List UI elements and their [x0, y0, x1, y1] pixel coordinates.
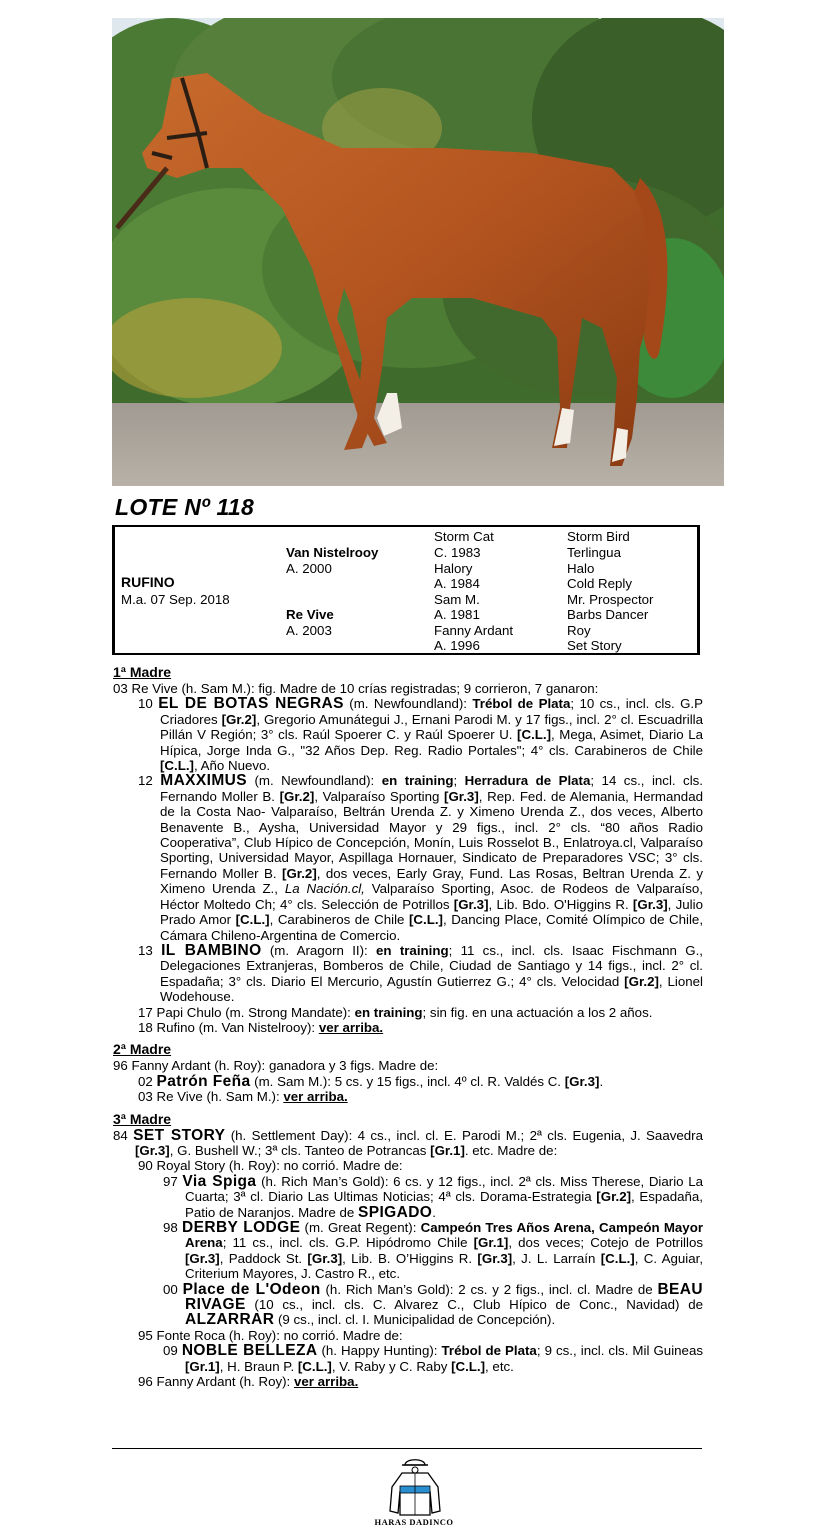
horse-photo — [112, 18, 724, 486]
granddam-2: Fanny Ardant — [434, 623, 514, 638]
dam-year: A. 2003 — [286, 623, 332, 638]
produce-entry: 13 IL BAMBINO (m. Aragorn II): en training; 11 cs., incl. cls. Isaac Fischmann G., Delegaciones Extranjeras, Bomberos de Chile, Ciudad de Santiago y 14 figs., incl. 2° cl. Espadaña; 3° cls. Diario El Mercurio, Agustín Gutierrez G.; 4° cls. Velocidad [Gr.2], Lionel Wodehouse. — [138, 941, 703, 1005]
lot-title: LOTE Nº 118 — [115, 494, 255, 520]
great-grandparent: Storm Bird — [567, 529, 630, 544]
granddam-2-year: A. 1996 — [434, 638, 480, 653]
produce-entry: 03 Re Vive (h. Sam M.): ver arriba. — [138, 1089, 348, 1105]
sire-name: Van Nistelrooy — [286, 545, 379, 560]
family-notes — [113, 664, 703, 1389]
produce-entry: 98 DERBY LODGE (m. Great Regent): Campeón Tres Años Arena, Campeón Mayor Arena; 11 cs., incl. cls. G.P. Hipódromo Chile [Gr.1], dos veces; Cotejo de Potrillos [Gr.3], Paddock St. [Gr.3], Lib. B. O’Higgins R. [Gr.3], J. L. Larraín [C.L.], C. Aguiar, Criterium Mayores, J. Castro R., etc. — [163, 1219, 704, 1282]
brand-name: HARAS DADINCO — [374, 1517, 454, 1527]
granddam-1-year: A. 1984 — [434, 576, 480, 591]
first-dam-intro: 03 Re Vive (h. Sam M.): fig. Madre de 10 crías registradas; 9 corrieron, 7 ganaron: — [113, 681, 599, 696]
footer-divider — [112, 1448, 702, 1449]
produce-entry: 95 Fonte Roca (h. Roy): no corrió. Madre de: — [138, 1327, 403, 1343]
see-above-link: ver arriba. — [318, 1019, 384, 1035]
great-grandparent: Barbs Dancer — [567, 607, 649, 622]
sire-year: A. 2000 — [286, 561, 332, 576]
produce-entry: 12 MAXXIMUS (m. Newfoundland): en training; Herradura de Plata; 14 cs., incl. cls. Fernando Moller B. [Gr.2], Valparaíso Sporting [Gr.3], Rep. Fed. de Alemania, Hermandad de la Costa Nao- Valparaíso, Beltrán Urenda Z. y Ximeno Urenda Z., dos veces, Alberto Benavente B., Aysha, Universidad Mayor y 29 figs., incl. 2° cls. “80 años Radio Cooperativa”, Club Hípico de Concepción, Monín, Luis Rosselot B., Enlatroya.cl, Valparaíso Sporting, Universidad Mayor, Aspillaga Hornauer, Sindicato de Preparadores VSC; 3° cls. Fernando Moller B. [Gr.2], dos veces, Early Gray, Fund. Las Rosas, Beltran Urenda Z. y Ximeno Urenda Z., La Nación.cl, Valparaíso Sporting, Asoc. de Rodeos de Valparaíso, Héctor Moltedo Ch; 4° cls. Selección de Potrillos [Gr.3], Lib. Bdo. O'Higgins R. [Gr.3], Julio Prado Amor [C.L.], Carabineros de Chile [C.L.], Dancing Place, Comité Olímpico de Chile, Cámara Chileno-Argentina de Comercio. — [138, 772, 704, 943]
first-dam-heading: 1ª Madre — [113, 664, 172, 680]
third-dam-heading: 3ª Madre — [113, 1110, 172, 1127]
produce-entry: 02 Patrón Feña (m. Sam M.): 5 cs. y 15 figs., incl. 4º cl. R. Valdés C. [Gr.3]. — [138, 1072, 604, 1090]
granddam-1: Halory — [434, 561, 473, 576]
grandsire-2-year: A. 1981 — [434, 607, 480, 622]
see-above-link: ver arriba. — [283, 1089, 348, 1105]
great-grandparent: Terlingua — [567, 545, 621, 560]
great-grandparent: Halo — [567, 561, 595, 576]
produce-entry: 96 Fanny Ardant (h. Roy): ver arriba. — [138, 1374, 359, 1390]
grandsire-1-year: C. 1983 — [434, 545, 481, 560]
produce-entry: 17 Papi Chulo (m. Strong Mandate): en training; sin fig. en una actuación a los 2 años. — [138, 1004, 653, 1020]
horse-info: M.a. 07 Sep. 2018 — [121, 592, 230, 607]
third-dam-intro: 84 SET STORY (h. Settlement Day): 4 cs., incl. cl. E. Parodi M.; 2ª cls. Eugenia, J. Saavedra [Gr.3], G. Bushell W.; 3ª cls. Tanteo de Potrancas [Gr.1]. etc. Madre de: — [113, 1126, 703, 1158]
pedigree-table — [112, 525, 700, 655]
see-above-link: ver arriba. — [293, 1374, 359, 1390]
produce-entry: 00 Place de L'Odeon (h. Rich Man’s Gold): 2 cs. y 2 figs., incl. cl. Madre de BEAU RIVAGE (10 cs., incl. cls. C. Alvarez C., Club Hípico de Conc., Navidad) de ALZARRAR (9 cs., incl. cl. I. Municipalidad de Concepción). — [163, 1280, 703, 1329]
second-dam-intro: 96 Fanny Ardant (h. Roy): ganadora y 3 figs. Madre de: — [113, 1058, 439, 1074]
great-grandparent: Mr. Prospector — [567, 592, 654, 607]
produce-entry: 97 Via Spiga (h. Rich Man’s Gold): 6 cs. y 12 figs., incl. 2ª cls. Miss Therese, Diario La Cuarta; 3ª cl. Diario Las Ultimas Noticias; 4ª cls. Dorama-Estrategia [Gr.2], Espadaña, Patio de Naranjos. Madre de SPIGADO. — [163, 1172, 703, 1221]
great-grandparent: Set Story — [567, 638, 622, 653]
horse-name: RUFINO — [121, 574, 175, 590]
produce-entry: 10 EL DE BOTAS NEGRAS (m. Newfoundland): Trébol de Plata; 10 cs., incl. cls. G.P Criadores [Gr.2], Gregorio Amunátegui J., Ernani Parodi M. y 17 figs., incl. 2° cl. Escuadrilla Pillán V Región; 3° cls. Raúl Spoerer C. y Raúl Spoerer U. [C.L.], Mega, Asimet, Diario La Hípica, Jorge Inda G., "32 Años Dep. Reg. Radio Portales"; 4° cls. Carabineros de Chile [C.L.], Año Nuevo. — [138, 695, 704, 774]
produce-entry: 09 NOBLE BELLEZA (h. Happy Hunting): Trébol de Plata; 9 cs., incl. cls. Mil Guineas [Gr.1], H. Braun P. [C.L.], V. Raby y C. Raby [C.L.], etc. — [163, 1342, 703, 1374]
grandsire-1: Storm Cat — [434, 529, 494, 544]
grandsire-2: Sam M. — [434, 592, 480, 607]
great-grandparent: Roy — [567, 623, 591, 638]
dam-name: Re Vive — [286, 607, 334, 622]
great-grandparent: Cold Reply — [567, 576, 633, 591]
produce-entry: 90 Royal Story (h. Roy): no corrió. Madre de: — [138, 1158, 403, 1174]
second-dam-heading: 2ª Madre — [113, 1041, 172, 1058]
produce-entry: 18 Rufino (m. Van Nistelrooy): ver arriba. — [138, 1019, 384, 1035]
